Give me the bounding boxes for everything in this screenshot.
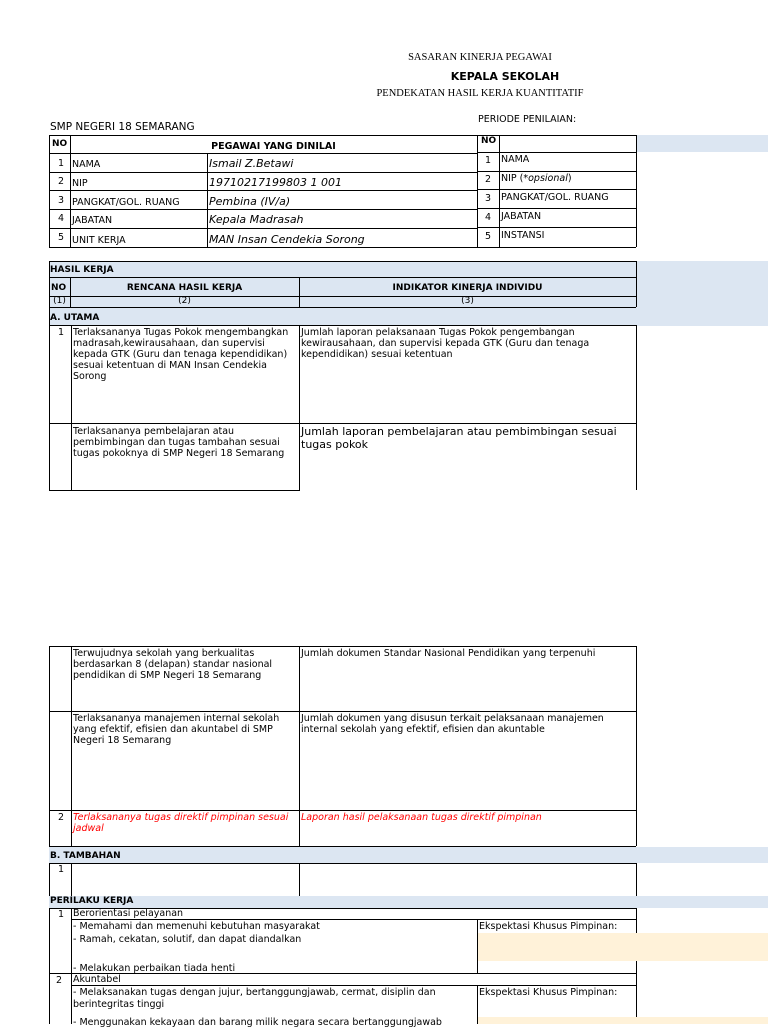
penilai-row-no: 2: [485, 174, 492, 185]
penilai-row-label: JABATAN: [501, 211, 542, 222]
pegawai-row-no: 2: [58, 176, 65, 187]
penilai-row-label: PANGKAT/GOL. RUANG: [501, 192, 609, 203]
perilaku-title-item: Berorientasi pelayanan: [73, 908, 184, 919]
pegawai-row-no: 4: [58, 213, 65, 224]
title-kepala-sekolah: KEPALA SEKOLAH: [450, 70, 560, 83]
col-num-3: (3): [461, 296, 474, 306]
col-num-2: (2): [178, 296, 191, 306]
col-indikator-header: INDIKATOR KINERJA INDIVIDU: [392, 283, 543, 293]
row-no: 1: [58, 327, 65, 338]
rencana-text: Terlaksananya pembelajaran atau pembimbingan dan tugas tambahan sesuai tugas pokoknya di SMP Negeri 18 Semarang: [73, 426, 285, 459]
perilaku-no: 1: [58, 909, 65, 920]
pegawai-row-label: NAMA: [72, 159, 101, 170]
pegawai-no-header: NO: [52, 139, 68, 149]
pegawai-row-label: NIP: [72, 178, 88, 189]
pegawai-row-value: Pembina (IV/a): [209, 195, 291, 208]
pegawai-row-value: Kepala Madrasah: [209, 213, 304, 226]
rencana-text: Terwujudnya sekolah yang berkualitas berdasarkan 8 (delapan) standar nasional pendidikan di SMP Negeri 18 Semarang: [73, 648, 273, 681]
indikator-text: Jumlah laporan pelaksanaan Tugas Pokok pengembangan kewirausahaan, dan supervisi kepada GTK (Guru dan tenaga kependidikan) sesuai ketentuan: [301, 327, 590, 360]
rencana-text-direktif: Terlaksananya tugas direktif pimpinan sesuai jadwal: [73, 812, 289, 834]
row-no: 1: [58, 864, 65, 875]
pegawai-row-value: MAN Insan Cendekia Sorong: [209, 233, 365, 246]
indikator-text: Jumlah laporan pembelajaran atau pembimbingan sesuai tugas pokok: [301, 425, 617, 451]
row-no: 2: [58, 812, 65, 823]
periode-penilaian: PERIODE PENILAIAN:: [478, 114, 577, 125]
rencana-text: Terlaksananya Tugas Pokok mengembangkan madrasah,kewirausahaan, dan supervisi kepada GTK (Guru dan tenaga kependidikan) sesuai ketentuan di MAN Insan Cendekia Sorong: [73, 327, 289, 382]
penilai-row-no: 4: [485, 212, 492, 223]
penilai-row-label: NAMA: [501, 154, 530, 165]
pegawai-row-label: PANGKAT/GOL. RUANG: [72, 197, 180, 208]
perilaku-line: - Ramah, cekatan, solutif, dan dapat diandalkan: [73, 934, 302, 945]
perilaku-title-item: Akuntabel: [73, 974, 121, 985]
penilai-row-label: NIP (*opsional): [501, 173, 572, 184]
rencana-text: Terlaksananya manajemen internal sekolah yang efektif, efisien dan akuntabel di SMP Negeri 18 Semarang: [73, 713, 280, 746]
title-sasaran: SASARAN KINERJA PEGAWAI: [408, 52, 552, 63]
utama-label: A. UTAMA: [50, 313, 100, 323]
indikator-text: Jumlah dokumen Standar Nasional Pendidikan yang terpenuhi: [301, 648, 596, 659]
ekspektasi-label: Ekspektasi Khusus Pimpinan:: [479, 921, 618, 932]
pegawai-row-value: 19710217199803 1 001: [209, 176, 342, 189]
perilaku-line: - Melaksanakan tugas dengan jujur, bertanggungjawab, cermat, disiplin dan berintegritas tinggi: [73, 987, 436, 1010]
penilai-row-no: 3: [485, 193, 492, 204]
tambahan-label: B. TAMBAHAN: [50, 851, 121, 861]
pegawai-row-no: 1: [58, 158, 65, 169]
hasil-kerja-title: HASIL KERJA: [50, 265, 114, 275]
col-no-header: NO: [51, 283, 67, 293]
perilaku-no: 2: [56, 975, 63, 986]
indikator-text-direktif: Laporan hasil pelaksanaan tugas direktif pimpinan: [301, 812, 542, 823]
perilaku-title: PERILAKU KERJA: [50, 896, 134, 906]
school-name: SMP NEGERI 18 SEMARANG: [50, 121, 195, 133]
penilai-row-no: 5: [485, 231, 492, 242]
pegawai-row-no: 3: [58, 195, 65, 206]
pegawai-row-value: Ismail Z.Betawi: [209, 157, 294, 170]
penilai-row-label: INSTANSI: [501, 230, 545, 241]
pegawai-section-header: PEGAWAI YANG DINILAI: [211, 141, 336, 152]
perilaku-line: - Memahami dan memenuhi kebutuhan masyarakat: [73, 921, 320, 932]
col-num-1: (1): [53, 296, 66, 306]
penilai-row-no: 1: [485, 155, 492, 166]
pegawai-row-label: JABATAN: [72, 215, 113, 226]
penilai-no-header: NO: [481, 136, 497, 146]
perilaku-line: - Menggunakan kekayaan dan barang milik negara secara bertanggungjawab: [73, 1017, 442, 1028]
pegawai-row-no: 5: [58, 232, 65, 243]
pegawai-row-label: UNIT KERJA: [72, 235, 126, 246]
col-rencana-header: RENCANA HASIL KERJA: [126, 283, 243, 293]
title-pendekatan: PENDEKATAN HASIL KERJA KUANTITATIF: [376, 88, 584, 99]
indikator-text: Jumlah dokumen yang disusun terkait pelaksanaan manajemen internal sekolah yang efektif, efisien dan akuntable: [301, 713, 604, 735]
ekspektasi-label: Ekspektasi Khusus Pimpinan:: [479, 987, 618, 998]
perilaku-line: - Melakukan perbaikan tiada henti: [73, 963, 236, 974]
